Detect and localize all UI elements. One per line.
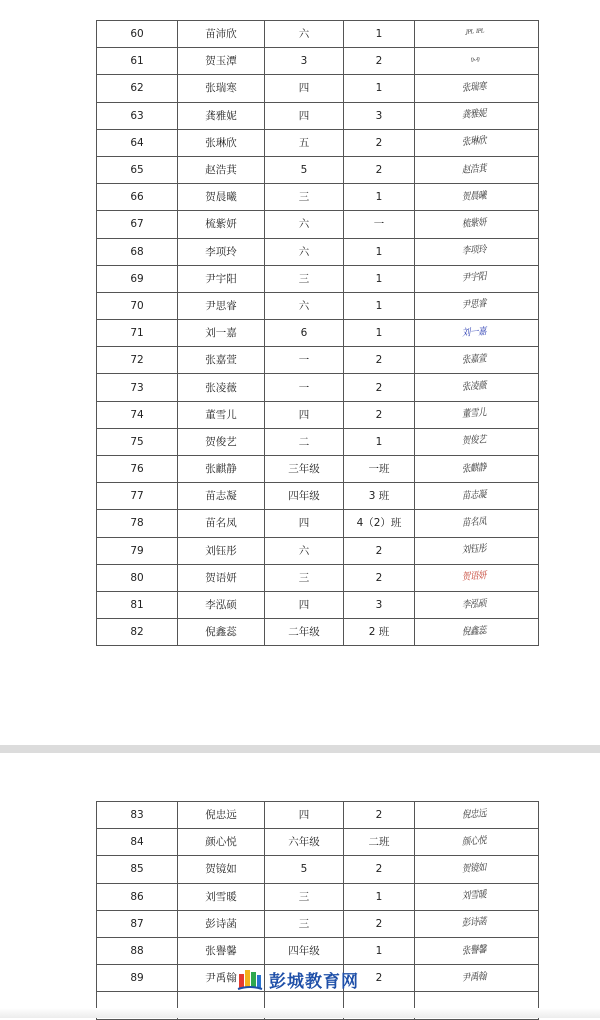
table-row	[97, 856, 539, 883]
class-cell: 1	[344, 184, 415, 211]
grade-cell: 3	[265, 48, 344, 75]
row-number: 89	[97, 965, 178, 992]
signature-cell	[415, 102, 539, 129]
student-name: 刘雪暖	[178, 883, 265, 910]
class-cell: 2	[344, 129, 415, 156]
handwritten-signature: 苗名凤	[461, 516, 487, 529]
student-name: 刘钰彤	[178, 537, 265, 564]
table-row	[97, 75, 539, 102]
class-cell: 2	[344, 401, 415, 428]
row-number: 65	[97, 156, 178, 183]
table-row	[97, 211, 539, 238]
table-row	[97, 374, 539, 401]
table-row	[97, 320, 539, 347]
table-row	[97, 401, 539, 428]
signature-cell	[415, 591, 539, 618]
handwritten-signature: 贺镜如	[461, 862, 487, 875]
row-number: 79	[97, 537, 178, 564]
handwritten-signature: 贺俊艺	[461, 434, 487, 448]
row-number: 69	[97, 265, 178, 292]
table-row	[97, 910, 539, 937]
grade-cell: 四年级	[265, 483, 344, 510]
student-name: 倪忠远	[178, 802, 265, 829]
row-number: 77	[97, 483, 178, 510]
class-cell: 3	[344, 102, 415, 129]
signature-cell	[415, 564, 539, 591]
row-number: 67	[97, 211, 178, 238]
row-number: 64	[97, 129, 178, 156]
row-number: 73	[97, 374, 178, 401]
table-row	[97, 48, 539, 75]
class-cell: 1	[344, 292, 415, 319]
handwritten-signature: 苗志凝	[461, 489, 487, 502]
table-row	[97, 591, 539, 618]
row-number: 71	[97, 320, 178, 347]
signature-cell	[415, 856, 539, 883]
student-name: 尹禹翰	[178, 965, 265, 992]
grade-cell: 六	[265, 537, 344, 564]
row-number: 88	[97, 937, 178, 964]
handwritten-signature: 刘钰彤	[461, 543, 487, 557]
student-name: 刘一嘉	[178, 320, 265, 347]
row-number: 82	[97, 619, 178, 646]
class-cell: 一	[344, 211, 415, 238]
handwritten-signature: ᴶᴾᴸ ᴵᴾᴸ	[465, 27, 485, 40]
signature-cell	[415, 802, 539, 829]
class-cell: 1	[344, 428, 415, 455]
student-name: 彭诗菡	[178, 910, 265, 937]
book-logo-icon	[237, 966, 263, 992]
grade-cell: 四	[265, 401, 344, 428]
table-row	[97, 483, 539, 510]
class-cell: 1	[344, 75, 415, 102]
grade-cell: 四	[265, 591, 344, 618]
row-number: 80	[97, 564, 178, 591]
student-name: 张凌薇	[178, 374, 265, 401]
table-row	[97, 937, 539, 964]
grade-cell: 三	[265, 883, 344, 910]
grade-cell: 四	[265, 102, 344, 129]
signature-cell	[415, 619, 539, 646]
signature-cell	[415, 510, 539, 537]
row-number: 78	[97, 510, 178, 537]
table-row	[97, 129, 539, 156]
grade-cell: 六	[265, 292, 344, 319]
grade-cell: 一	[265, 374, 344, 401]
class-cell: 2	[344, 374, 415, 401]
signature-cell	[415, 428, 539, 455]
student-name: 董雪儿	[178, 401, 265, 428]
handwritten-signature: 张琳欣	[461, 135, 487, 149]
student-name: 李项玲	[178, 238, 265, 265]
class-cell: 2	[344, 156, 415, 183]
grade-cell: 5	[265, 856, 344, 883]
signature-cell	[415, 265, 539, 292]
table-row	[97, 292, 539, 319]
signature-cell	[415, 937, 539, 964]
row-number: 76	[97, 456, 178, 483]
watermark-text: 彭城教育网	[269, 971, 359, 992]
class-cell: 2	[344, 802, 415, 829]
class-cell: 2	[344, 347, 415, 374]
row-number: 86	[97, 883, 178, 910]
student-name: 贺语妍	[178, 564, 265, 591]
row-number: 83	[97, 802, 178, 829]
grade-cell: 一	[265, 347, 344, 374]
signature-cell	[415, 910, 539, 937]
table-row	[97, 802, 539, 829]
signin-table-page-1	[96, 20, 539, 646]
row-number: 70	[97, 292, 178, 319]
grade-cell: 六	[265, 21, 344, 48]
class-cell: 2	[344, 537, 415, 564]
table-row	[97, 428, 539, 455]
student-name: 张嘉萱	[178, 347, 265, 374]
handwritten-signature: 倪忠远	[461, 807, 487, 821]
grade-cell: 5	[265, 156, 344, 183]
student-name: 苗志凝	[178, 483, 265, 510]
handwritten-signature: 尹宇阳	[461, 271, 487, 285]
handwritten-signature: 颜心悦	[461, 835, 487, 848]
handwritten-signature: 张凌薇	[461, 380, 487, 394]
table-row	[97, 238, 539, 265]
row-number: 66	[97, 184, 178, 211]
handwritten-signature: ᵑᵕᵑ	[470, 55, 481, 67]
row-number: 60	[97, 21, 178, 48]
class-cell: 1	[344, 21, 415, 48]
signature-cell	[415, 21, 539, 48]
signature-cell	[415, 292, 539, 319]
grade-cell: 三	[265, 184, 344, 211]
table-row	[97, 883, 539, 910]
student-name: 李泓硕	[178, 591, 265, 618]
grade-cell: 三	[265, 265, 344, 292]
grade-cell: 四	[265, 802, 344, 829]
student-name: 苗沛欣	[178, 21, 265, 48]
grade-cell: 二	[265, 428, 344, 455]
student-name: 颜心悦	[178, 829, 265, 856]
row-number: 74	[97, 401, 178, 428]
handwritten-signature: 彭诗菡	[461, 916, 487, 930]
handwritten-signature: 刘雪暖	[461, 889, 487, 903]
grade-cell: 六	[265, 211, 344, 238]
class-cell: 二班	[344, 829, 415, 856]
row-number: 75	[97, 428, 178, 455]
table-row	[97, 537, 539, 564]
grade-cell: 四年级	[265, 937, 344, 964]
handwritten-signature: 董雪儿	[461, 407, 487, 421]
signature-cell	[415, 829, 539, 856]
handwritten-signature: 梳紫妍	[461, 217, 487, 230]
table-row	[97, 619, 539, 646]
class-cell: 2	[344, 564, 415, 591]
student-name: 张麒静	[178, 456, 265, 483]
class-cell: 2	[344, 48, 415, 75]
handwritten-signature: 张嘉萱	[461, 353, 487, 366]
signature-cell	[415, 965, 539, 992]
signature-cell	[415, 129, 539, 156]
class-cell: 2	[344, 910, 415, 937]
table-row	[97, 156, 539, 183]
student-name: 梳紫妍	[178, 211, 265, 238]
student-name: 苗名凤	[178, 510, 265, 537]
page-separator	[0, 745, 600, 753]
student-name: 贺俊艺	[178, 428, 265, 455]
handwritten-signature: 贺晨曦	[461, 190, 487, 203]
class-cell: 1	[344, 238, 415, 265]
student-name: 龚雅妮	[178, 102, 265, 129]
row-number: 85	[97, 856, 178, 883]
row-number: 61	[97, 48, 178, 75]
grade-cell: 五	[265, 129, 344, 156]
grade-cell: 四	[265, 75, 344, 102]
class-cell: 4（2）班	[344, 510, 415, 537]
class-cell: 2	[344, 965, 415, 992]
student-name: 赵浩萁	[178, 156, 265, 183]
grade-cell: 六年级	[265, 829, 344, 856]
grade-cell: 四	[265, 510, 344, 537]
grade-cell: 三	[265, 910, 344, 937]
class-cell: 1	[344, 883, 415, 910]
table-row	[97, 265, 539, 292]
table-row	[97, 102, 539, 129]
class-cell: 2 班	[344, 619, 415, 646]
class-cell: 2	[344, 856, 415, 883]
class-cell: 1	[344, 937, 415, 964]
handwritten-signature: 李泓硕	[461, 597, 487, 611]
handwritten-signature: 刘一嘉	[461, 325, 487, 339]
row-number: 84	[97, 829, 178, 856]
handwritten-signature: 赵浩萁	[461, 162, 487, 176]
handwritten-signature: 张瑞寒	[461, 81, 487, 94]
student-name: 贺镜如	[178, 856, 265, 883]
handwritten-signature: 尹思睿	[461, 298, 487, 312]
bottom-edge	[0, 1008, 600, 1018]
grade-cell: 六	[265, 238, 344, 265]
grade-cell: 二年级	[265, 619, 344, 646]
grade-cell: 三年级	[265, 456, 344, 483]
row-number: 72	[97, 347, 178, 374]
signature-cell	[415, 537, 539, 564]
signature-cell	[415, 347, 539, 374]
student-name: 贺玉潭	[178, 48, 265, 75]
signature-cell	[415, 48, 539, 75]
student-name: 尹思睿	[178, 292, 265, 319]
handwritten-signature: 尹禹翰	[461, 971, 487, 984]
student-name: 尹宇阳	[178, 265, 265, 292]
student-name: 张譽馨	[178, 937, 265, 964]
table-row	[97, 564, 539, 591]
signature-cell	[415, 75, 539, 102]
signature-cell	[415, 456, 539, 483]
signature-cell	[415, 374, 539, 401]
student-name: 张瑞寒	[178, 75, 265, 102]
class-cell: 3 班	[344, 483, 415, 510]
handwritten-signature: 张譽馨	[461, 943, 487, 957]
signature-cell	[415, 320, 539, 347]
signature-cell	[415, 883, 539, 910]
class-cell: 3	[344, 591, 415, 618]
grade-cell: 6	[265, 320, 344, 347]
row-number: 68	[97, 238, 178, 265]
signature-cell	[415, 184, 539, 211]
signature-cell	[415, 156, 539, 183]
student-name: 贺晨曦	[178, 184, 265, 211]
signature-cell	[415, 238, 539, 265]
row-number: 87	[97, 910, 178, 937]
handwritten-signature: 李项玲	[461, 244, 487, 258]
site-watermark	[237, 962, 367, 996]
table-row	[97, 21, 539, 48]
handwritten-signature: 张麒静	[461, 461, 487, 475]
table-row	[97, 347, 539, 374]
table-row	[97, 184, 539, 211]
class-cell: 1	[344, 265, 415, 292]
row-number: 62	[97, 75, 178, 102]
student-name: 张琳欣	[178, 129, 265, 156]
signature-cell	[415, 211, 539, 238]
handwritten-signature: 贺语妍	[461, 570, 487, 584]
row-number: 81	[97, 591, 178, 618]
handwritten-signature: 龚雅妮	[461, 108, 487, 122]
grade-cell: 三	[265, 564, 344, 591]
table-row	[97, 510, 539, 537]
table-row	[97, 829, 539, 856]
class-cell: 一班	[344, 456, 415, 483]
handwritten-signature: 倪鑫蕊	[461, 625, 487, 638]
row-number: 63	[97, 102, 178, 129]
signature-cell	[415, 483, 539, 510]
class-cell: 1	[344, 320, 415, 347]
table-row	[97, 456, 539, 483]
student-name: 倪鑫蕊	[178, 619, 265, 646]
signature-cell	[415, 401, 539, 428]
